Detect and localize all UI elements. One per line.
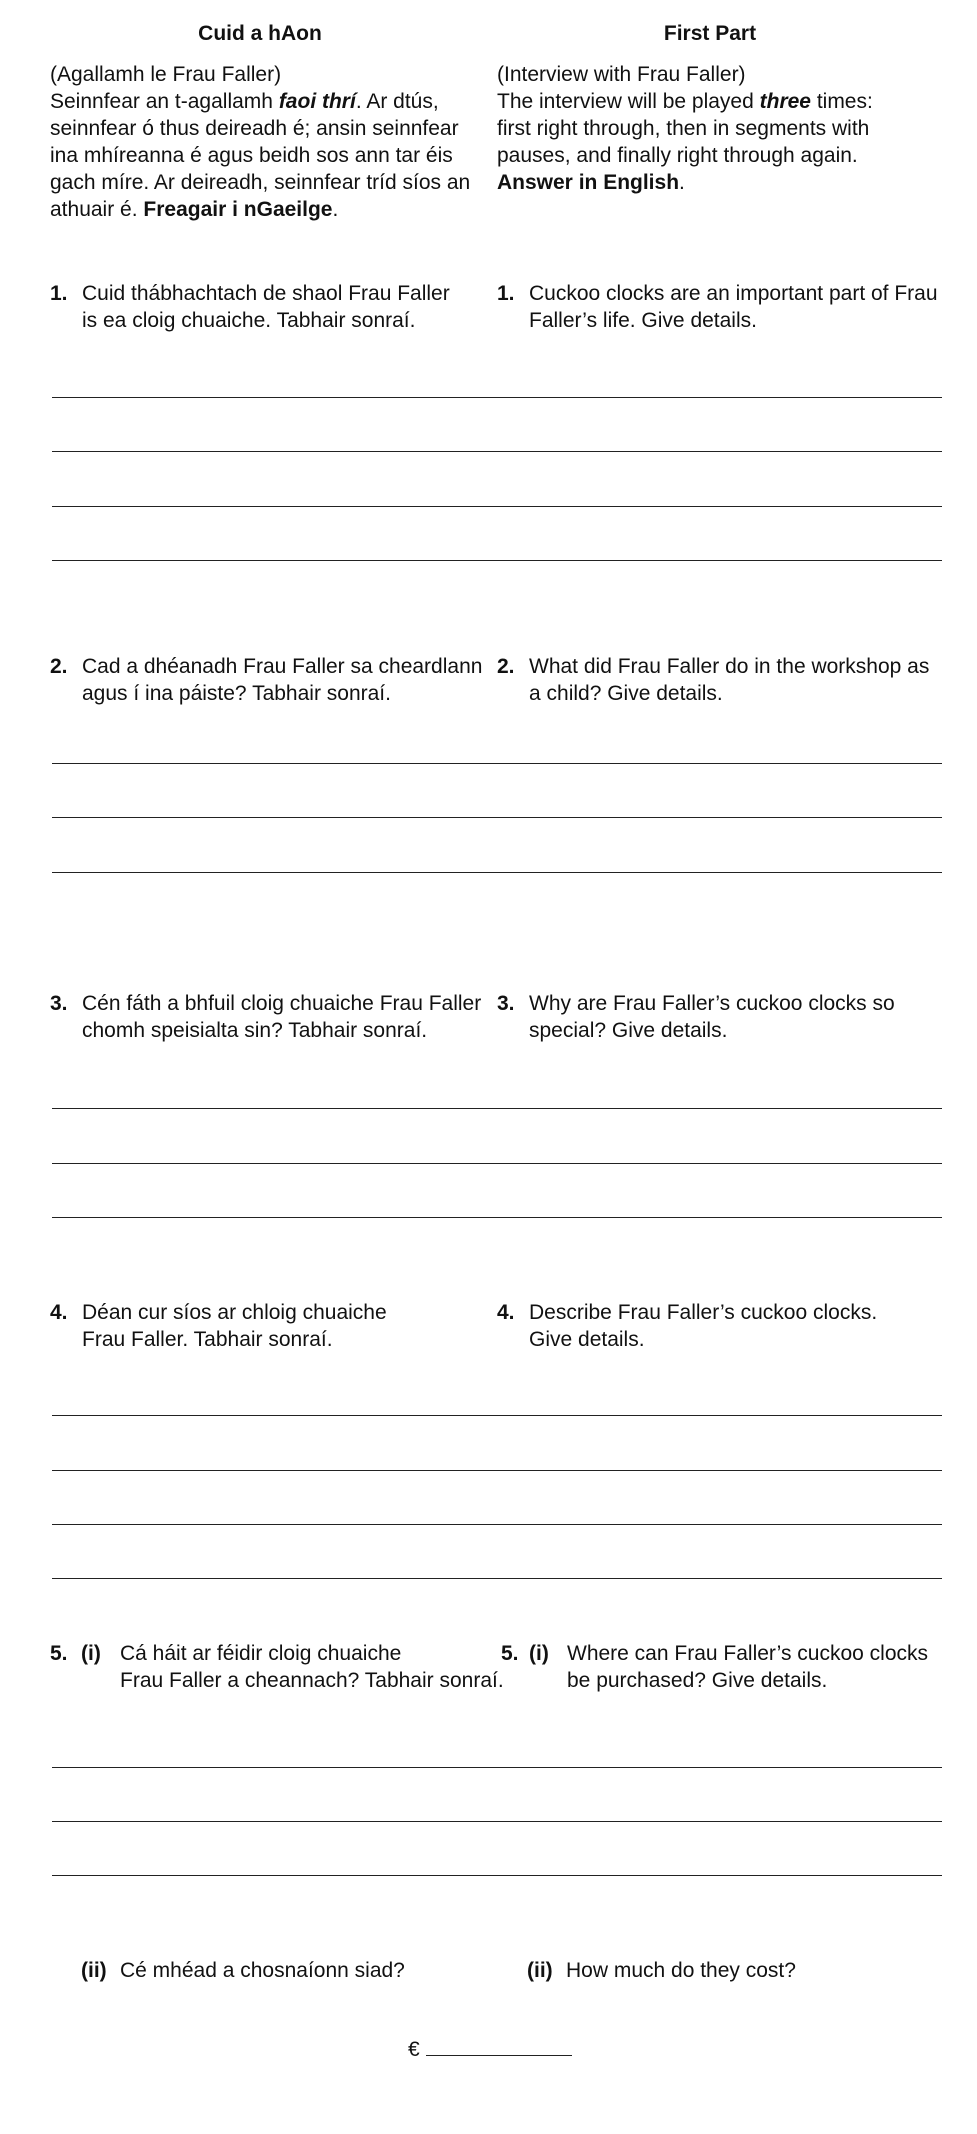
question-number: 2. bbox=[497, 655, 515, 678]
subpart-label: (ii) bbox=[81, 1959, 107, 1982]
answer-line[interactable] bbox=[52, 1163, 942, 1164]
answer-line[interactable] bbox=[52, 1415, 942, 1416]
euro-symbol: € bbox=[408, 2038, 420, 2061]
irish-instructions bbox=[50, 61, 490, 223]
question-text: Why are Frau Faller’s cuckoo clocks so bbox=[529, 992, 895, 1015]
question-text: a child? Give details. bbox=[529, 682, 723, 705]
answer-line[interactable] bbox=[52, 872, 942, 873]
answer-line[interactable] bbox=[52, 1821, 942, 1822]
subpart-label: (i) bbox=[81, 1642, 101, 1665]
question-text: Déan cur síos ar chloig chuaiche bbox=[82, 1301, 387, 1324]
question-text: Faller’s life. Give details. bbox=[529, 309, 757, 332]
question-number: 3. bbox=[497, 992, 515, 1015]
question-number: 3. bbox=[50, 992, 68, 1015]
question-number: 1. bbox=[50, 282, 68, 305]
question-text: How much do they cost? bbox=[566, 1959, 796, 1982]
question-number: 1. bbox=[497, 282, 515, 305]
answer-line[interactable] bbox=[52, 1524, 942, 1525]
question-text: agus í ina páiste? Tabhair sonraí. bbox=[82, 682, 391, 705]
question-text: Cad a dhéanadh Frau Faller sa cheardlann bbox=[82, 655, 483, 678]
subpart-label: (i) bbox=[529, 1642, 549, 1665]
english-instr-line: (Interview with Frau Faller) bbox=[497, 63, 746, 86]
question-number: 5. bbox=[50, 1642, 68, 1665]
answer-line[interactable] bbox=[52, 1578, 942, 1579]
question-text: Frau Faller a cheannach? Tabhair sonraí. bbox=[120, 1669, 504, 1692]
answer-line[interactable] bbox=[52, 506, 942, 507]
question-text: Cá háit ar féidir cloig chuaiche bbox=[120, 1642, 402, 1665]
answer-line[interactable] bbox=[52, 1875, 942, 1876]
irish-instr-line: ina mhíreanna é agus beidh sos ann tar éis bbox=[50, 144, 453, 167]
question-text: Cuckoo clocks are an important part of Frau bbox=[529, 282, 938, 305]
answer-line[interactable] bbox=[52, 1217, 942, 1218]
subpart-label: (ii) bbox=[527, 1959, 553, 1982]
question-number: 5. bbox=[501, 1642, 519, 1665]
english-heading: First Part bbox=[663, 22, 757, 45]
english-instr-line: pauses, and finally right through again. bbox=[497, 144, 858, 167]
answer-line[interactable] bbox=[52, 1767, 942, 1768]
question-text: Cé mhéad a chosnaíonn siad? bbox=[120, 1959, 405, 1982]
question-text: Cén fáth a bhfuil cloig chuaiche Frau Faller bbox=[82, 992, 482, 1015]
english-instr-line: first right through, then in segments with bbox=[497, 117, 870, 140]
irish-instr-line: athuair é. Freagair i nGaeilge. bbox=[50, 198, 339, 221]
answer-line[interactable] bbox=[52, 560, 942, 561]
english-instructions bbox=[497, 61, 937, 196]
question-text: Frau Faller. Tabhair sonraí. bbox=[82, 1328, 333, 1351]
irish-instr-line: Seinnfear an t-agallamh faoi thrí. Ar dtús, bbox=[50, 90, 439, 113]
question-text: Where can Frau Faller’s cuckoo clocks bbox=[567, 1642, 929, 1665]
irish-instr-line: gach míre. Ar deireadh, seinnfear tríd síos an bbox=[50, 171, 471, 194]
question-text: be purchased? Give details. bbox=[567, 1669, 828, 1692]
question-text: What did Frau Faller do in the workshop as bbox=[529, 655, 930, 678]
question-text: chomh speisialta sin? Tabhair sonraí. bbox=[82, 1019, 428, 1042]
question-text: Cuid thábhachtach de shaol Frau Faller bbox=[82, 282, 450, 305]
irish-instr-line: seinnfear ó thus deireadh é; ansin seinnfear bbox=[50, 117, 459, 140]
question-number: 4. bbox=[50, 1301, 68, 1324]
answer-line[interactable] bbox=[52, 817, 942, 818]
question-text: special? Give details. bbox=[529, 1019, 728, 1042]
answer-line[interactable] bbox=[52, 763, 942, 764]
english-instr-line: Answer in English. bbox=[497, 171, 685, 194]
answer-line[interactable] bbox=[52, 1470, 942, 1471]
euro-answer bbox=[408, 2033, 572, 2063]
question-text: is ea cloig chuaiche. Tabhair sonraí. bbox=[82, 309, 416, 332]
irish-instr-line: (Agallamh le Frau Faller) bbox=[50, 63, 282, 86]
euro-answer-line[interactable] bbox=[426, 2033, 572, 2056]
question-text: Describe Frau Faller’s cuckoo clocks. bbox=[529, 1301, 878, 1324]
answer-line[interactable] bbox=[52, 451, 942, 452]
question-number: 4. bbox=[497, 1301, 515, 1324]
question-text: Give details. bbox=[529, 1328, 645, 1351]
answer-line[interactable] bbox=[52, 397, 942, 398]
english-instr-line: The interview will be played three times: bbox=[497, 90, 873, 113]
answer-line[interactable] bbox=[52, 1108, 942, 1109]
irish-heading: Cuid a hAon bbox=[198, 22, 322, 45]
question-number: 2. bbox=[50, 655, 68, 678]
